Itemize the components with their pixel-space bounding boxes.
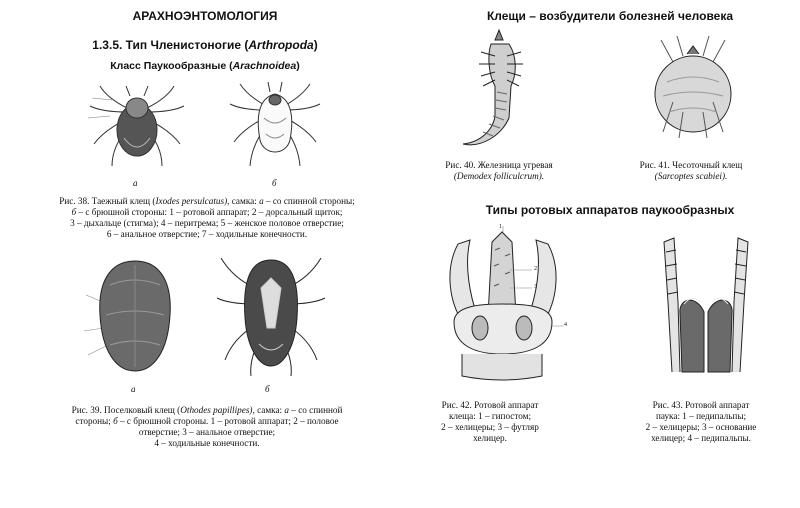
figure-39a-soft-tick-dorsal xyxy=(80,255,190,377)
figure-38a-tick-dorsal xyxy=(82,78,192,178)
figure-39b-soft-tick-ventral xyxy=(215,248,327,378)
fig42-number-4: 4 xyxy=(564,322,567,328)
heading-mouthparts: Типы ротовых аппаратов паукообразных xyxy=(485,203,735,217)
fig42-number-3: 3 xyxy=(534,284,537,290)
running-title: АРАХНОЭНТОМОЛОГИЯ xyxy=(132,9,278,23)
fig39-label-b: б xyxy=(265,384,270,394)
fig38-label-a: а xyxy=(133,178,138,188)
fig38-caption: Рис. 38. Таежный клещ (Ixodes persulcatus), самка: а – со спинной стороны; б – с брюшной стороны: 1 – ротовой аппарат; 2 – дорсальный щиток; 3 – дыхальце (стигма); 4 – перитрема; 5 – женское половое отверстие; 6 – анальное отверстие; 7 – ходильные конечности. xyxy=(59,196,355,239)
figure-43-spider-mouthparts xyxy=(652,232,762,382)
fig42-number-1: 1 xyxy=(499,224,502,230)
fig42-number-2: 2 xyxy=(534,266,537,272)
heading-mites: Клещи – возбудители болезней человека xyxy=(486,9,734,23)
class-heading: Класс Паукообразные (Arachnoidea) xyxy=(110,60,300,72)
section-heading: 1.3.5. Тип Членистоногие (Arthropoda) xyxy=(92,38,318,52)
fig39-label-a: а xyxy=(131,384,136,394)
fig43-caption: Рис. 43. Ротовой аппарат паука: 1 – педипальпы; 2 – хелицеры; 3 – основание хелицер; 4 – педипальпы. xyxy=(645,400,757,443)
figure-41-sarcoptes xyxy=(643,32,743,144)
fig38-label-b: б xyxy=(272,178,277,188)
figure-42-tick-mouthparts xyxy=(440,226,570,384)
fig41-caption: Рис. 41. Чесоточный клещ (Sarcoptes scabiei). xyxy=(639,160,743,181)
fig39-caption: Рис. 39. Поселковый клещ (Othodes papillipes), самка: а – со спинной стороны; б – с брюшной стороны. 1 – ротовой аппарат; 2 – половое отверстие; 3 – анальное отверстие; 4 – ходильные конечности. xyxy=(71,405,343,448)
figure-40-demodex xyxy=(455,26,545,154)
fig42-caption: Рис. 42. Ротовой аппарат клеща: 1 – гипостом; 2 – хелицеры; 3 – футляр хелицер. xyxy=(441,400,539,443)
fig40-caption: Рис. 40. Железница угревая (Demodex folliculcrum). xyxy=(445,160,553,181)
figure-38b-tick-ventral xyxy=(220,78,330,178)
